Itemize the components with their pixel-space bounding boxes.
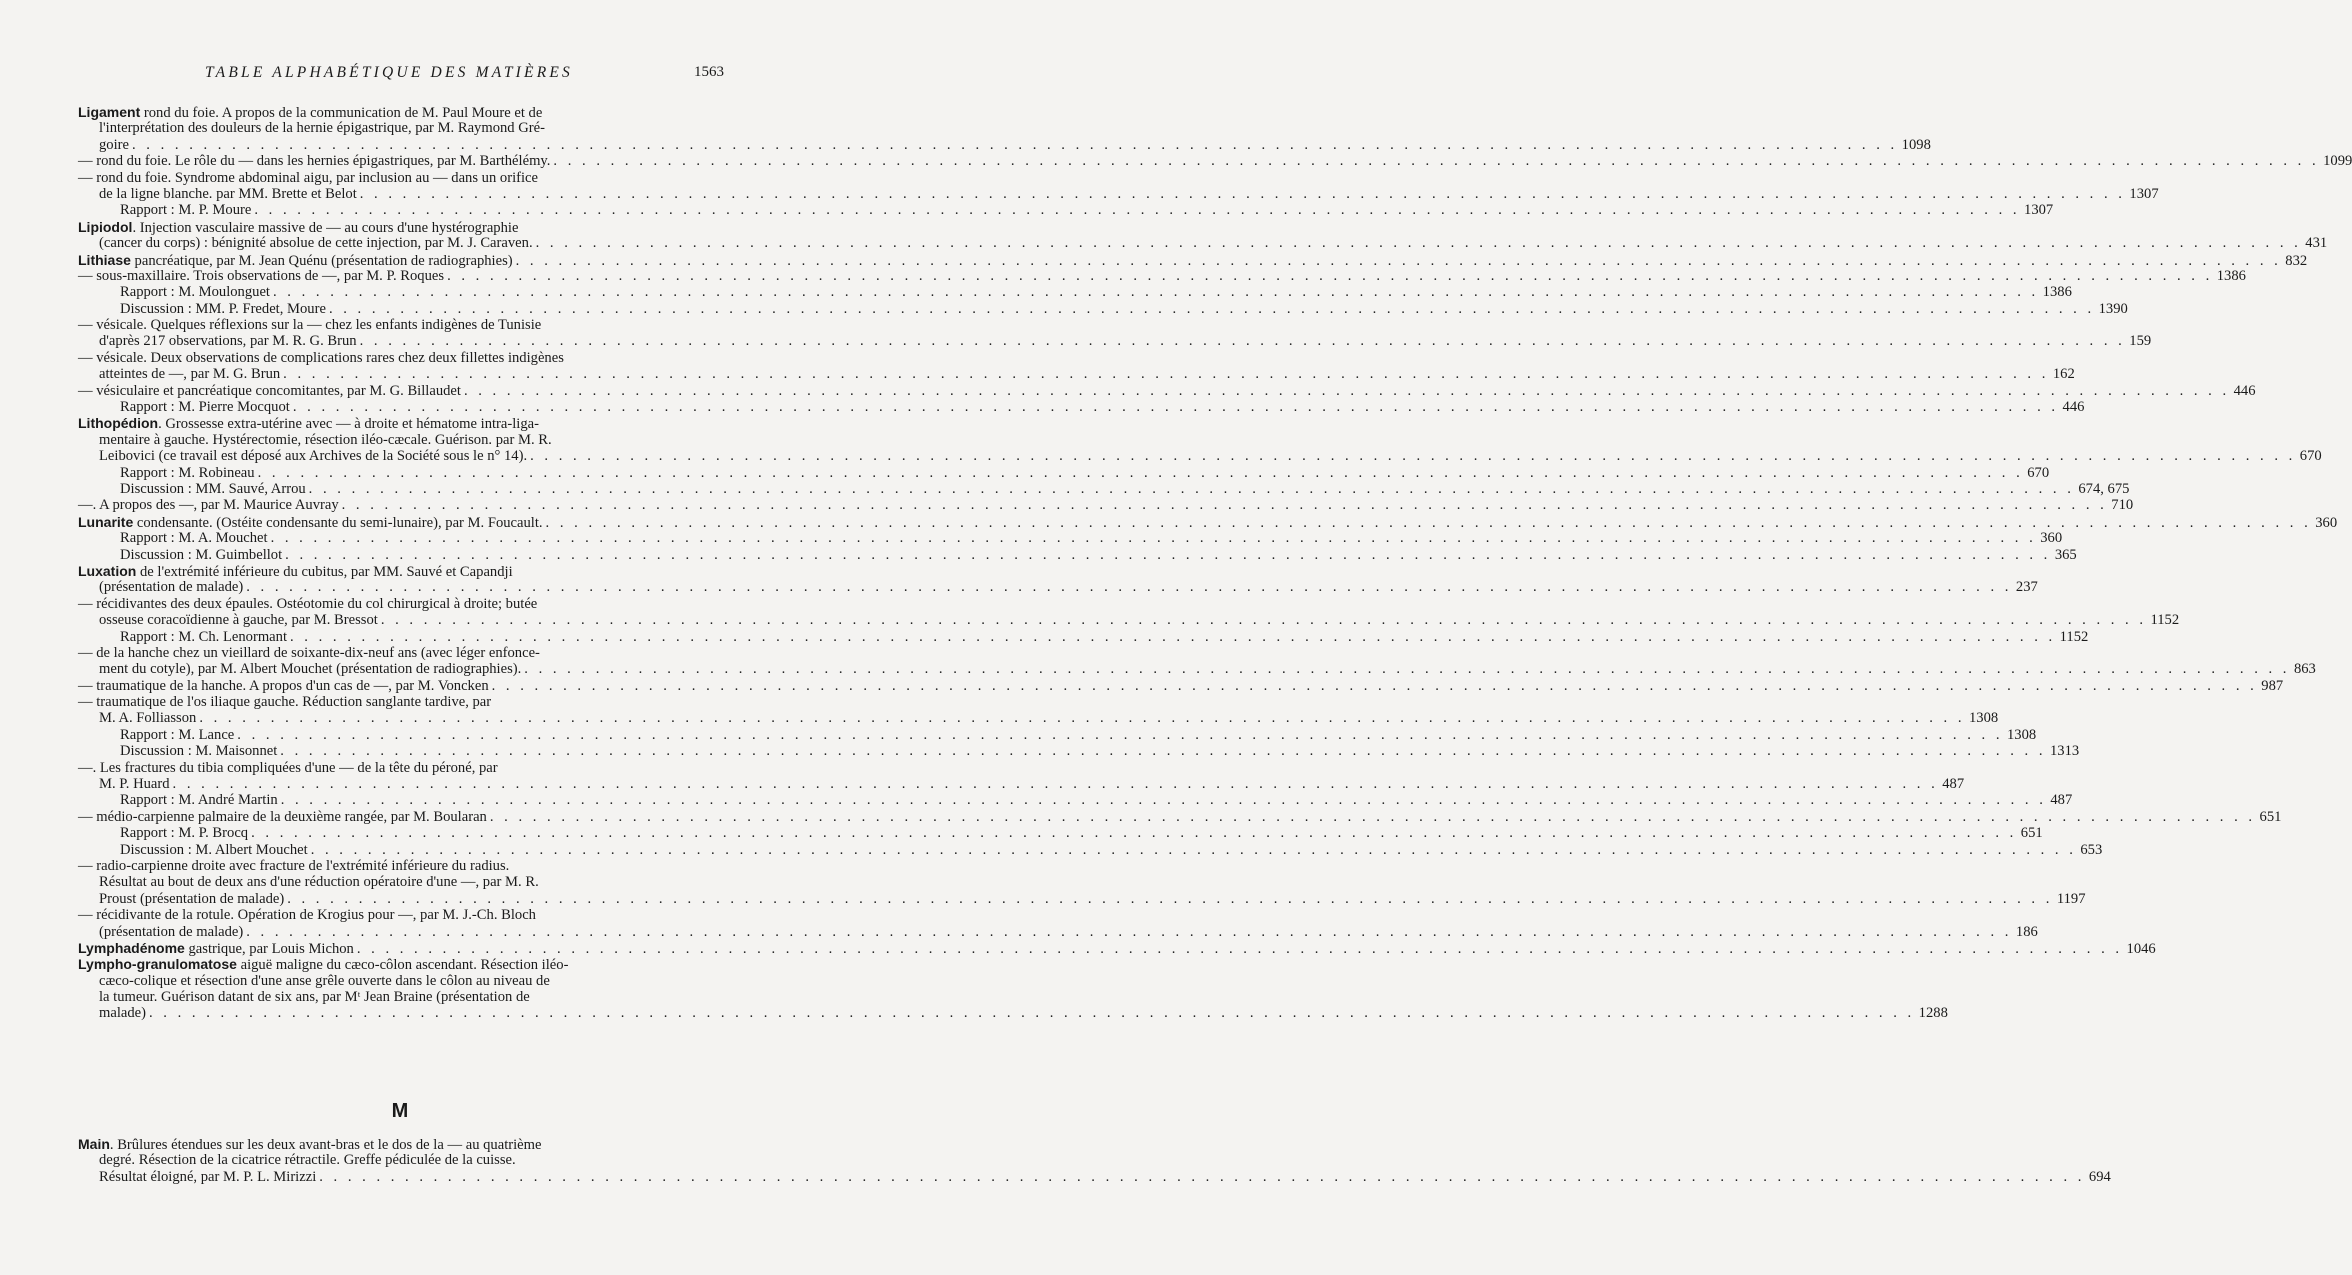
- entry-text: [99, 366, 280, 382]
- entry-text: [120, 727, 234, 743]
- entry-line: [78, 185, 2159, 202]
- entry-body: degré. Résection de la cicatrice rétractile. Greffe pédiculée de la cuisse.: [99, 1152, 516, 1169]
- entry-text: [99, 186, 357, 202]
- entry-text: [99, 1005, 146, 1021]
- section-letter: M: [391, 1100, 409, 1122]
- entry-text: [78, 268, 444, 284]
- sub-reference-line: [78, 792, 2073, 809]
- page-reference: 1307: [2129, 185, 2159, 202]
- entry-body: —. A propos des —, par M. Maurice Auvray: [78, 497, 339, 514]
- index-entries-m: [78, 1136, 2111, 1185]
- dot-leader: [282, 547, 2051, 563]
- entry-body: Résultat éloigné, par M. P. L. Mirizzi: [99, 1168, 317, 1185]
- dot-leader: [248, 825, 2017, 841]
- page-reference: 710: [2111, 497, 2134, 514]
- entry-body: Leibovici (ce travail est déposé aux Archives de la Société sous le n° 14).: [99, 448, 528, 465]
- page-reference: 446: [2233, 382, 2256, 399]
- dot-leader: [316, 1169, 2085, 1185]
- entry-text: [99, 924, 243, 940]
- page-reference: 832: [2285, 252, 2308, 269]
- entry-keyword: Luxation: [78, 562, 137, 579]
- index-entry: [78, 169, 2159, 219]
- entry-body: — traumatique de la hanche. A propos d'un cas de —, par M. Voncken: [78, 677, 489, 694]
- page-reference: 1307: [2024, 202, 2054, 219]
- dot-leader: [357, 186, 2126, 202]
- entry-body: — de la hanche chez un vieillard de soixante-dix-neuf ans (avec léger enfonce-: [78, 644, 540, 661]
- sub-reference-line: [78, 841, 2103, 858]
- entry-body: — vésicale. Quelques réflexions sur la — chez les enfants indigènes de Tunisie: [78, 317, 542, 334]
- entry-text: [120, 825, 248, 841]
- entry-body: Discussion : M. Albert Mouchet: [120, 841, 308, 858]
- dot-leader: [284, 891, 2053, 907]
- page-reference: 162: [2052, 366, 2075, 383]
- entry-line: [78, 497, 2134, 514]
- entry-line: [78, 333, 2152, 350]
- entry-line: [78, 890, 2086, 907]
- index-entry: [78, 1136, 2111, 1185]
- page-reference: 186: [2015, 923, 2038, 940]
- entry-body: — récidivante de la rotule. Opération de Krogius pour —, par M. J.-Ch. Bloch: [78, 907, 536, 924]
- page-reference: 446: [2062, 399, 2085, 416]
- dot-leader: [243, 924, 2012, 940]
- entry-text: [78, 1136, 541, 1153]
- entry-text: [99, 235, 533, 251]
- entry-body: — médio-carpienne palmaire de la deuxième rangée, par M. Boularan: [78, 808, 487, 825]
- entry-body: — rond du foie. Le rôle du — dans les hernies épigastriques, par M. Barthélémy.: [78, 153, 551, 170]
- entry-body: pancréatique, par M. Jean Quénu (présentation de radiographies): [130, 252, 513, 269]
- dot-leader: [487, 809, 2256, 825]
- page-number: 1563: [694, 64, 724, 80]
- entry-keyword: Main: [78, 1136, 110, 1152]
- entry-line: [78, 251, 2308, 269]
- index-entry: [78, 251, 2308, 269]
- entry-body: — rond du foie. Syndrome abdominal aigu, par inclusion au — dans un orifice: [78, 169, 539, 186]
- entry-line: [78, 104, 726, 120]
- dot-leader: [278, 792, 2047, 808]
- entry-keyword: Lymphadénome: [78, 939, 185, 956]
- entry-line: [78, 219, 726, 235]
- page-reference: 1152: [2150, 612, 2180, 629]
- dot-leader: [146, 1005, 1915, 1021]
- dot-leader: [251, 202, 2020, 218]
- dot-leader: [550, 153, 2319, 169]
- dot-leader: [339, 497, 2108, 513]
- entry-text: [99, 874, 539, 890]
- entry-text: [78, 907, 536, 923]
- entry-text: [78, 809, 487, 825]
- index-entry: [78, 956, 1948, 1022]
- page-reference: 1308: [1968, 710, 1999, 727]
- sub-reference-line: [78, 480, 2130, 497]
- entry-body: (présentation de malade): [99, 579, 244, 596]
- entry-body: . Brûlures étendues sur les deux avant-bras et le dos de la — au quatrième: [109, 1137, 542, 1153]
- page-reference: 1098: [1901, 136, 1931, 153]
- entry-text: [120, 284, 270, 300]
- sub-reference-line: [78, 300, 2128, 317]
- page-reference: 487: [2050, 792, 2073, 809]
- page-reference: 1197: [2056, 890, 2086, 907]
- sub-reference-line: [78, 464, 2050, 481]
- entry-text: [78, 760, 498, 776]
- entry-body: M. A. Folliasson: [99, 710, 197, 727]
- sub-reference-line: [78, 825, 2043, 842]
- page-reference: 1099: [2323, 153, 2352, 170]
- entry-text: [78, 252, 513, 269]
- entry-body: aiguë maligne du cæco-côlon ascendant. Résection iléo-: [236, 957, 569, 974]
- entry-text: [78, 383, 461, 399]
- entry-text: [78, 678, 489, 694]
- entry-line: [78, 366, 2075, 383]
- entry-body: atteintes de —, par M. G. Brun: [99, 366, 281, 383]
- dot-leader: [129, 137, 1898, 153]
- entry-text: [99, 579, 243, 595]
- dot-leader: [234, 727, 2003, 743]
- entry-text: [120, 629, 287, 645]
- entry-text: [120, 743, 277, 759]
- entry-body: — récidivantes des deux épaules. Ostéotomie du col chirurgical à droite; butée: [78, 595, 538, 612]
- page-reference: 1386: [2216, 267, 2246, 284]
- entry-body: la tumeur. Guérison datant de six ans, par Mᵗ Jean Braine (présentation de: [99, 989, 530, 1006]
- entry-line: [78, 432, 726, 448]
- entry-body: . Injection vasculaire massive de — au cours d'une hystérographie: [132, 219, 519, 236]
- entry-line: [78, 596, 726, 612]
- entry-line: [78, 907, 726, 923]
- entry-body: Rapport : M. P. Moure: [120, 202, 252, 219]
- entry-text: [99, 776, 170, 792]
- dot-leader: [444, 268, 2213, 284]
- dot-leader: [287, 629, 2056, 645]
- entry-text: [99, 137, 129, 153]
- entry-text: [120, 481, 306, 497]
- entry-text: [78, 645, 540, 661]
- entry-line: [78, 645, 726, 661]
- entry-text: [120, 465, 255, 481]
- page-reference: 694: [2088, 1168, 2111, 1185]
- entry-text: [78, 219, 518, 236]
- entry-text: [99, 989, 530, 1005]
- entry-body: cæco-colique et résection d'une anse grêle ouverte dans le côlon au niveau de: [99, 972, 550, 989]
- index-entry: [78, 497, 2134, 514]
- entry-line: [78, 858, 726, 874]
- page-reference: 863: [2293, 661, 2316, 678]
- sub-reference-line: [78, 546, 2077, 563]
- entry-text: [78, 956, 568, 973]
- entry-body: condensante. (Ostéite condensante du semi-lunaire), par M. Foucault.: [133, 514, 543, 531]
- entry-text: [78, 596, 537, 612]
- entry-body: goire: [99, 136, 129, 153]
- entry-line: [78, 317, 726, 333]
- entry-text: [78, 563, 513, 580]
- entry-line: [78, 267, 2246, 284]
- entry-body: Rapport : M. André Martin: [120, 792, 278, 809]
- page-reference: 1386: [2042, 284, 2072, 301]
- entry-text: [99, 1169, 316, 1185]
- entry-body: Rapport : M. Lance: [120, 726, 235, 743]
- running-header: [0, 64, 800, 86]
- dot-leader: [527, 448, 2296, 464]
- entry-text: [120, 530, 268, 546]
- entry-text: [120, 792, 278, 808]
- index-entry: [78, 218, 2328, 252]
- entry-text: [78, 317, 541, 333]
- entry-text: [99, 891, 284, 907]
- entry-line: [78, 415, 726, 431]
- entry-body: de l'extrémité inférieure du cubitus, par MM. Sauvé et Capandji: [136, 563, 513, 580]
- entry-text: [99, 432, 552, 448]
- entry-body: osseuse coracoïdienne à gauche, par M. Bressot: [99, 612, 378, 629]
- entry-line: [78, 874, 726, 890]
- page-reference: 159: [2129, 333, 2152, 350]
- dot-leader: [270, 284, 2039, 300]
- entry-keyword: Lithopédion: [78, 415, 159, 432]
- entry-body: — vésiculaire et pancréatique concomitantes, par M. G. Billaudet: [78, 382, 461, 399]
- entry-body: Rapport : M. A. Mouchet: [120, 530, 268, 547]
- index-entries-l: [78, 104, 2352, 1022]
- dot-leader: [533, 235, 2302, 251]
- entry-text: [120, 842, 308, 858]
- entry-body: M. P. Huard: [99, 776, 170, 793]
- dot-leader: [243, 579, 2012, 595]
- entry-text: [120, 399, 290, 415]
- entry-body: Discussion : MM. Sauvé, Arrou: [120, 480, 306, 497]
- entry-line: [78, 579, 2038, 596]
- dot-leader: [255, 465, 2024, 481]
- entry-text: [120, 301, 326, 317]
- entry-keyword: Lithiase: [78, 251, 131, 268]
- page-reference: 1390: [2098, 300, 2128, 317]
- entry-line: [78, 760, 726, 776]
- entry-line: [78, 1136, 726, 1152]
- index-entry: [78, 382, 2256, 416]
- entry-line: [78, 776, 1965, 793]
- sub-reference-line: [78, 726, 2037, 743]
- dot-leader: [277, 743, 2046, 759]
- entry-body: — vésicale. Deux observations de complications rares chez deux fillettes indigènes: [78, 349, 564, 366]
- sub-reference-line: [78, 284, 2072, 301]
- dot-leader: [461, 383, 2230, 399]
- dot-leader: [306, 481, 2075, 497]
- entry-line: [78, 513, 2338, 531]
- page-reference: 651: [2020, 825, 2043, 842]
- entry-body: Proust (présentation de malade): [99, 890, 285, 907]
- index-entry: [78, 595, 2180, 645]
- entry-body: d'après 217 observations, par M. R. G. Brun: [99, 333, 357, 350]
- entry-text: [78, 858, 509, 874]
- entry-body: de la ligne blanche. par MM. Brette et Belot: [99, 185, 357, 202]
- entry-body: mentaire à gauche. Hystérectomie, résection iléo-cæcale. Guérison. par M. R.: [99, 431, 552, 448]
- page-reference: 987: [2261, 677, 2284, 694]
- entry-line: [78, 973, 726, 989]
- page-reference: 1313: [2049, 743, 2080, 760]
- dot-leader: [543, 515, 2312, 531]
- dot-leader: [489, 678, 2258, 694]
- entry-keyword: Ligament: [78, 104, 141, 120]
- entry-body: Discussion : MM. P. Fredet, Moure: [120, 300, 326, 317]
- dot-leader: [326, 301, 2095, 317]
- page-reference: 1046: [2126, 940, 2156, 957]
- page-reference: 1288: [1918, 1005, 1948, 1022]
- entry-line: [78, 350, 726, 366]
- entry-body: —. Les fractures du tibia compliquées d'une — de la tête du péroné, par: [78, 759, 498, 776]
- entry-body: (présentation de malade): [99, 923, 244, 940]
- entry-line: [78, 989, 726, 1005]
- dot-leader: [357, 333, 2126, 349]
- page-reference: 674, 675: [2078, 480, 2130, 497]
- entry-line: [78, 235, 2328, 252]
- index-entry: [78, 562, 2038, 596]
- dot-leader: [378, 612, 2147, 628]
- index-entry: [78, 644, 2316, 678]
- entry-body: . Grossesse extra-utérine avec — à droite et hématome intra-liga-: [158, 416, 539, 433]
- index-entry: [78, 104, 1931, 153]
- page-reference: 487: [1942, 776, 1965, 793]
- entry-text: [78, 514, 543, 531]
- entry-line: [78, 170, 726, 186]
- entry-body: Rapport : M. Moulonguet: [120, 284, 270, 301]
- entry-line: [78, 808, 2282, 825]
- entry-line: [78, 612, 2180, 629]
- entry-body: — traumatique de l'os iliaque gauche. Réduction sanglante tardive, par: [78, 694, 492, 711]
- entry-text: [99, 612, 378, 628]
- entry-body: ment du cotyle), par M. Albert Mouchet (présentation de radiographies).: [99, 661, 522, 678]
- page-reference: 1308: [2006, 726, 2037, 743]
- page-reference: 1152: [2059, 628, 2089, 645]
- entry-keyword: Lipiodol: [78, 218, 133, 235]
- entry-line: [78, 661, 2316, 678]
- entry-text: [78, 415, 539, 432]
- dot-leader: [268, 530, 2037, 546]
- entry-body: Rapport : M. Robineau: [120, 464, 255, 481]
- index-entry: [78, 677, 2284, 694]
- entry-body: Rapport : M. Ch. Lenormant: [120, 628, 287, 645]
- index-entry: [78, 317, 2152, 350]
- entry-text: [99, 973, 550, 989]
- dot-leader: [280, 366, 2049, 382]
- index-entry: [78, 153, 2352, 170]
- entry-text: [99, 661, 521, 677]
- entry-line: [78, 1168, 2111, 1185]
- page-reference: 670: [2299, 448, 2322, 465]
- entry-body: — sous-maxillaire. Trois observations de —, par M. P. Roques: [78, 267, 445, 284]
- entry-text: [120, 547, 282, 563]
- entry-line: [78, 923, 2038, 940]
- page-reference: 653: [2080, 841, 2103, 858]
- entry-body: l'interprétation des douleurs de la hernie épigastrique, par M. Raymond Gré-: [99, 120, 545, 137]
- entry-line: [78, 1152, 726, 1168]
- entry-keyword: Lympho-granulomatose: [78, 956, 237, 973]
- entry-text: [99, 710, 196, 726]
- entry-body: — radio-carpienne droite avec fracture de l'extrémité inférieure du radius.: [78, 857, 510, 874]
- page-reference: 360: [2040, 530, 2063, 547]
- entry-text: [99, 1152, 516, 1168]
- index-entry: [78, 415, 2322, 497]
- dot-leader: [354, 941, 2123, 957]
- dot-leader: [521, 661, 2290, 677]
- index-entry: [78, 349, 2075, 383]
- entry-body: Discussion : M. Maisonnet: [120, 743, 278, 760]
- page-reference: 360: [2315, 514, 2338, 531]
- index-entry: [78, 513, 2338, 563]
- entry-body: (cancer du corps) : bénignité absolue de cette injection, par M. J. Caraven.: [99, 235, 533, 252]
- page-reference: 431: [2305, 235, 2328, 252]
- entry-text: [99, 120, 545, 136]
- entry-text: [78, 350, 564, 366]
- entry-body: Résultat au bout de deux ans d'une réduction opératoire d'une —, par M. R.: [99, 874, 539, 891]
- sub-reference-line: [78, 743, 2080, 760]
- entry-text: [120, 202, 251, 218]
- entry-text: [78, 170, 538, 186]
- entry-line: [78, 120, 726, 136]
- page-reference: 237: [2015, 579, 2038, 596]
- index-entry: [78, 694, 2080, 760]
- dot-leader: [196, 710, 1965, 726]
- entry-text: [99, 448, 527, 464]
- entry-line: [78, 153, 2352, 170]
- dot-leader: [290, 399, 2059, 415]
- entry-line: [78, 563, 726, 579]
- sub-reference-line: [78, 399, 2085, 416]
- index-entry: [78, 759, 2073, 809]
- entry-text: [78, 104, 542, 121]
- index-entry: [78, 907, 2038, 940]
- page-title: TABLE ALPHABÉTIQUE DES MATIÈRES: [205, 64, 573, 81]
- entry-line: [78, 1005, 1948, 1022]
- index-entry: [78, 267, 2246, 317]
- entry-body: rond du foie. A propos de la communication de M. Paul Moure et de: [140, 105, 543, 121]
- entry-body: Discussion : M. Guimbellot: [120, 546, 283, 563]
- index-entry: [78, 808, 2282, 858]
- entry-text: [78, 497, 339, 513]
- entry-body: Rapport : M. P. Brocq: [120, 825, 249, 842]
- entry-line: [78, 382, 2256, 399]
- entry-line: [78, 710, 1999, 727]
- page-reference: 670: [2027, 464, 2050, 481]
- entry-keyword: Lunarite: [78, 513, 134, 530]
- entry-line: [78, 939, 2156, 957]
- entry-line: [78, 136, 1931, 153]
- entry-text: [78, 153, 550, 169]
- entry-body: malade): [99, 1005, 146, 1022]
- sub-reference-line: [78, 202, 2054, 219]
- page-reference: 365: [2054, 546, 2077, 563]
- sub-reference-line: [78, 530, 2063, 547]
- entry-text: [78, 694, 491, 710]
- entry-body: gastrique, par Louis Michon: [184, 940, 354, 957]
- entry-line: [78, 448, 2322, 465]
- entry-text: [78, 940, 354, 957]
- dot-leader: [513, 253, 2282, 269]
- entry-line: [78, 956, 726, 972]
- entry-line: [78, 677, 2284, 694]
- page-reference: 651: [2259, 808, 2282, 825]
- index-entry: [78, 939, 2156, 957]
- entry-body: Rapport : M. Pierre Mocquot: [120, 399, 290, 416]
- entry-text: [99, 333, 357, 349]
- entry-line: [78, 694, 726, 710]
- dot-leader: [170, 776, 1939, 792]
- sub-reference-line: [78, 628, 2089, 645]
- index-entry: [78, 857, 2086, 907]
- dot-leader: [308, 842, 2077, 858]
